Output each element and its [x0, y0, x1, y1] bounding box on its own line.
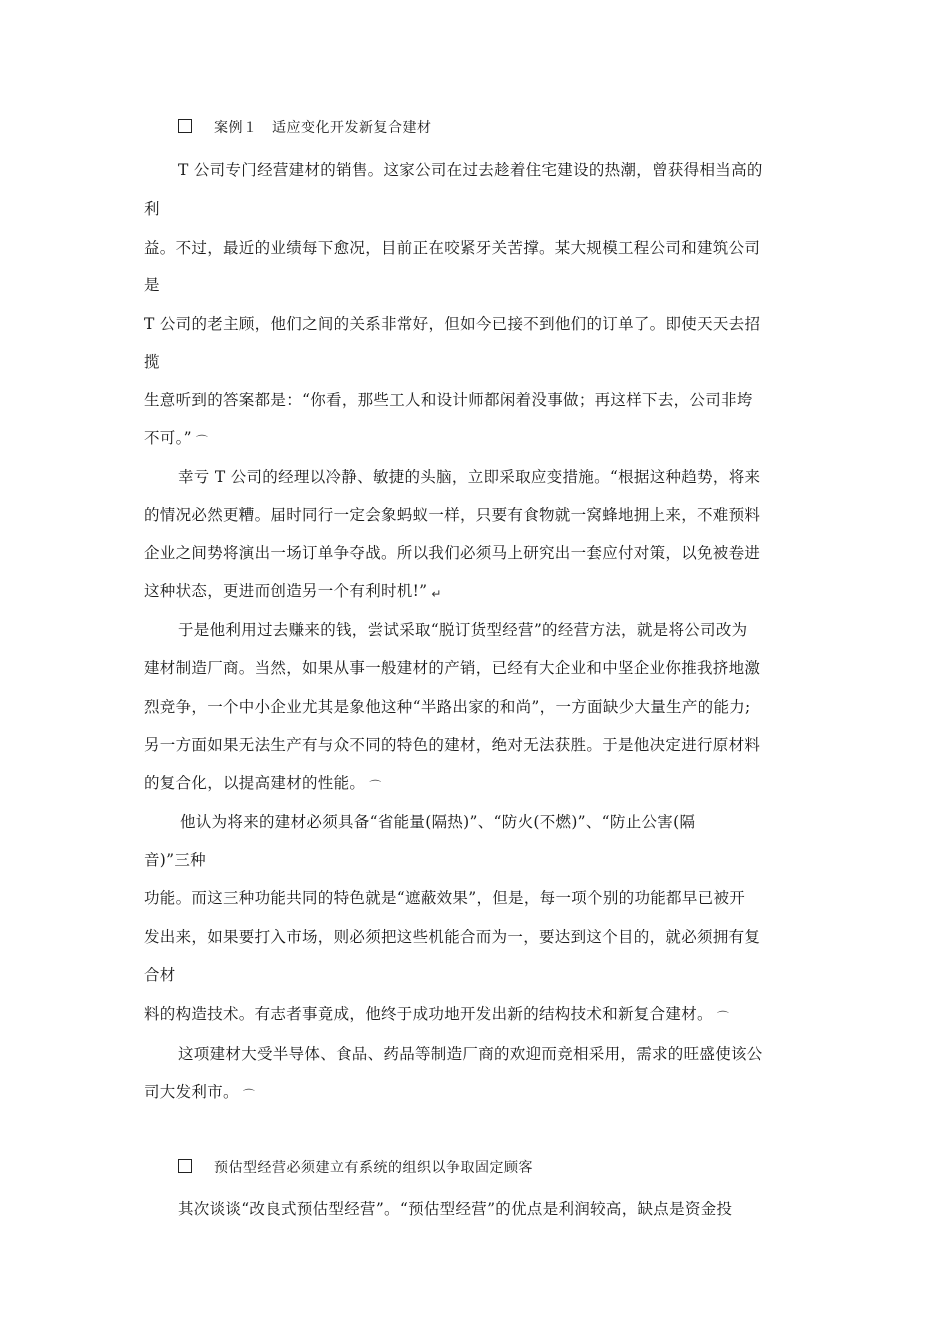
paragraph-line: 发出来，如果要打入市场，则必须把这些机能合而为一，要达到这个目的，就必须拥有复 — [144, 928, 761, 946]
paragraph-line: 不可。” ⌒ — [144, 428, 208, 451]
heading-text: 案例１ 适应变化开发新复合建材 — [214, 120, 432, 136]
paragraph-line: 这项建材大受半导体、食品、药品等制造厂商的欢迎而竞相采用，需求的旺盛使该公 — [178, 1045, 763, 1063]
paragraph-line: 料的构造技术。有志者事竟成，他终于成功地开发出新的结构技术和新复合建材。 ⌒ — [144, 1004, 729, 1027]
paragraph-line: 是 — [144, 276, 160, 294]
paragraph-line: T 公司的老主顾，他们之间的关系非常好，但如今已接不到他们的订单了。即使天天去招 — [144, 315, 761, 333]
paragraph-line: 另一方面如果无法生产有与众不同的特色的建材，绝对无法获胜。于是他决定进行原材料 — [144, 736, 761, 754]
paragraph-line: 生意听到的答案都是：“你看，那些工人和设计师都闲着没事做；再这样下去，公司非垮 — [144, 391, 753, 409]
paragraph-line: T 公司专门经营建材的销售。这家公司在过去趁着住宅建设的热潮，曾获得相当高的 — [178, 161, 763, 179]
checkbox-icon[interactable] — [178, 119, 192, 133]
paragraph-line: 其次谈谈“改良式预估型经营”。“预估型经营”的优点是利润较高，缺点是资金投 — [178, 1200, 733, 1218]
paragraph-line: 企业之间势将演出一场订单争夺战。所以我们必须马上研究出一套应付对策，以免被卷进 — [144, 544, 761, 562]
section-heading-case-1 — [178, 118, 432, 138]
paragraph-line: 揽 — [144, 353, 160, 371]
paragraph-line: 功能。而这三种功能共同的特色就是“遮蔽效果”，但是，每一项个别的功能都早已被开 — [144, 889, 746, 907]
paragraph-line: 司大发利市。 ⌒ — [144, 1082, 255, 1105]
paragraph-return-icon: ⌒ — [716, 1010, 730, 1024]
paragraph-line: 他认为将来的建材必须具备“省能量(隔热)”、“防火(不燃)”、“防止公害(隔 — [180, 813, 696, 831]
heading-text: 预估型经营必须建立有系统的组织以争取固定顾客 — [214, 1160, 533, 1176]
paragraph-line: 合材 — [144, 966, 176, 984]
section-heading-forecast-management — [178, 1158, 533, 1178]
paragraph-line: 于是他利用过去赚来的钱，尝试采取“脱订货型经营”的经营方法，就是将公司改为 — [178, 621, 748, 639]
paragraph-line: 建材制造厂商。当然，如果从事一般建材的产销，已经有大企业和中坚企业你推我挤地激 — [144, 659, 761, 677]
paragraph-line: 的情况必然更糟。届时同行一定会象蚂蚁一样，只要有食物就一窝蜂地拥上来，不难预料 — [144, 506, 761, 524]
checkbox-icon[interactable] — [178, 1159, 192, 1173]
paragraph-return-icon: ⌒ — [195, 434, 209, 448]
paragraph-line: 音)”三种 — [144, 851, 206, 869]
paragraph-line: 益。不过，最近的业绩每下愈况，目前正在咬紧牙关苦撑。某大规模工程公司和建筑公司 — [144, 239, 761, 257]
paragraph-line: 利 — [144, 200, 160, 218]
paragraph-line: 烈竞争，一个中小企业尤其是象他这种“半路出家的和尚”，一方面缺少大量生产的能力; — [144, 698, 751, 716]
paragraph-line: 这种状态，更进而创造另一个有利时机!” ↵ — [144, 581, 442, 604]
paragraph-return-icon: ⌒ — [369, 779, 382, 793]
paragraph-arrow-icon: ↵ — [431, 587, 442, 601]
paragraph-line: 的复合化，以提高建材的性能。 ⌒ — [144, 773, 382, 796]
paragraph-line: 幸亏 T 公司的经理以冷静、敏捷的头脑，立即采取应变措施。“根据这种趋势，将来 — [178, 468, 761, 486]
paragraph-return-icon: ⌒ — [242, 1088, 256, 1102]
